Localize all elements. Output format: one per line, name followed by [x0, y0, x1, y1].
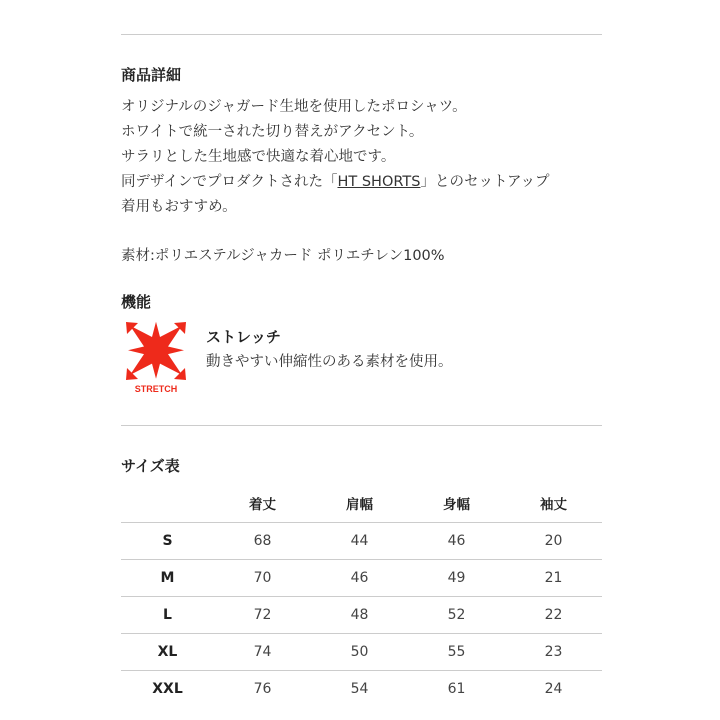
size-col-header-length: 着丈: [214, 485, 311, 522]
table-cell: 46: [408, 522, 505, 559]
table-cell: 61: [447, 680, 466, 697]
stretch-star-shape: [128, 322, 184, 379]
table-cell: 74: [214, 633, 311, 670]
ht-shorts-link[interactable]: HT SHORTS: [337, 174, 421, 190]
details-description: [121, 95, 550, 220]
table-cell: 21: [505, 559, 602, 596]
size-label: M: [121, 559, 214, 596]
details-heading: 商品詳細: [121, 66, 182, 84]
table-cell: 48: [311, 596, 408, 633]
details-line-1: オリジナルのジャガード生地を使用したポロシャツ。: [121, 99, 467, 115]
size-col-header-chest: 身幅: [408, 485, 505, 522]
table-row: [121, 670, 602, 707]
size-label: S: [121, 522, 214, 559]
details-line-3: サラリとした生地感で快適な着心地です。: [121, 149, 396, 165]
table-cell: 54: [350, 680, 369, 697]
size-col-header-blank: [121, 485, 214, 522]
table-cell: 55: [408, 633, 505, 670]
table-cell: 23: [505, 633, 602, 670]
table-cell: 24: [544, 680, 563, 697]
details-line-5: 着用もおすすめ。: [121, 199, 237, 215]
table-cell: 68: [214, 522, 311, 559]
table-cell: 52: [408, 596, 505, 633]
details-line-2: ホワイトで統一された切り替えがアクセント。: [121, 124, 424, 140]
table-cell: 72: [214, 596, 311, 633]
table-cell: 44: [311, 522, 408, 559]
size-table-header-row: [121, 485, 602, 522]
table-cell: 50: [311, 633, 408, 670]
table-cell: 22: [505, 596, 602, 633]
top-divider: [121, 34, 602, 35]
size-table: [121, 485, 602, 707]
size-label: L: [121, 596, 214, 633]
size-label: XXL: [152, 680, 183, 697]
table-row: [121, 522, 602, 559]
details-line-4-prefix: 同デザインでプロダクトされた「: [121, 174, 338, 190]
table-cell: 70: [214, 559, 311, 596]
function-heading: 機能: [121, 293, 152, 311]
details-line-4: [121, 170, 550, 195]
table-row: [121, 633, 602, 670]
table-cell: 76: [253, 680, 272, 697]
details-line-4-suffix: 」とのセットアップ: [420, 174, 550, 190]
stretch-description: 動きやすい伸縮性のある素材を使用。: [206, 354, 453, 370]
table-row: [121, 559, 602, 596]
size-label: XL: [121, 633, 214, 670]
stretch-icon: [124, 320, 188, 394]
stretch-title: ストレッチ: [206, 328, 281, 346]
material-text: 素材:ポリエステルジャカード ポリエチレン100%: [121, 248, 445, 264]
size-col-header-sleeve: 袖丈: [505, 485, 602, 522]
table-cell: 20: [505, 522, 602, 559]
table-row: [121, 596, 602, 633]
table-cell: 46: [311, 559, 408, 596]
size-table-heading: サイズ表: [121, 457, 180, 475]
middle-divider: [121, 425, 602, 426]
table-cell: 49: [408, 559, 505, 596]
stretch-icon-label: STRETCH: [134, 384, 178, 394]
size-col-header-shoulder: 肩幅: [311, 485, 408, 522]
